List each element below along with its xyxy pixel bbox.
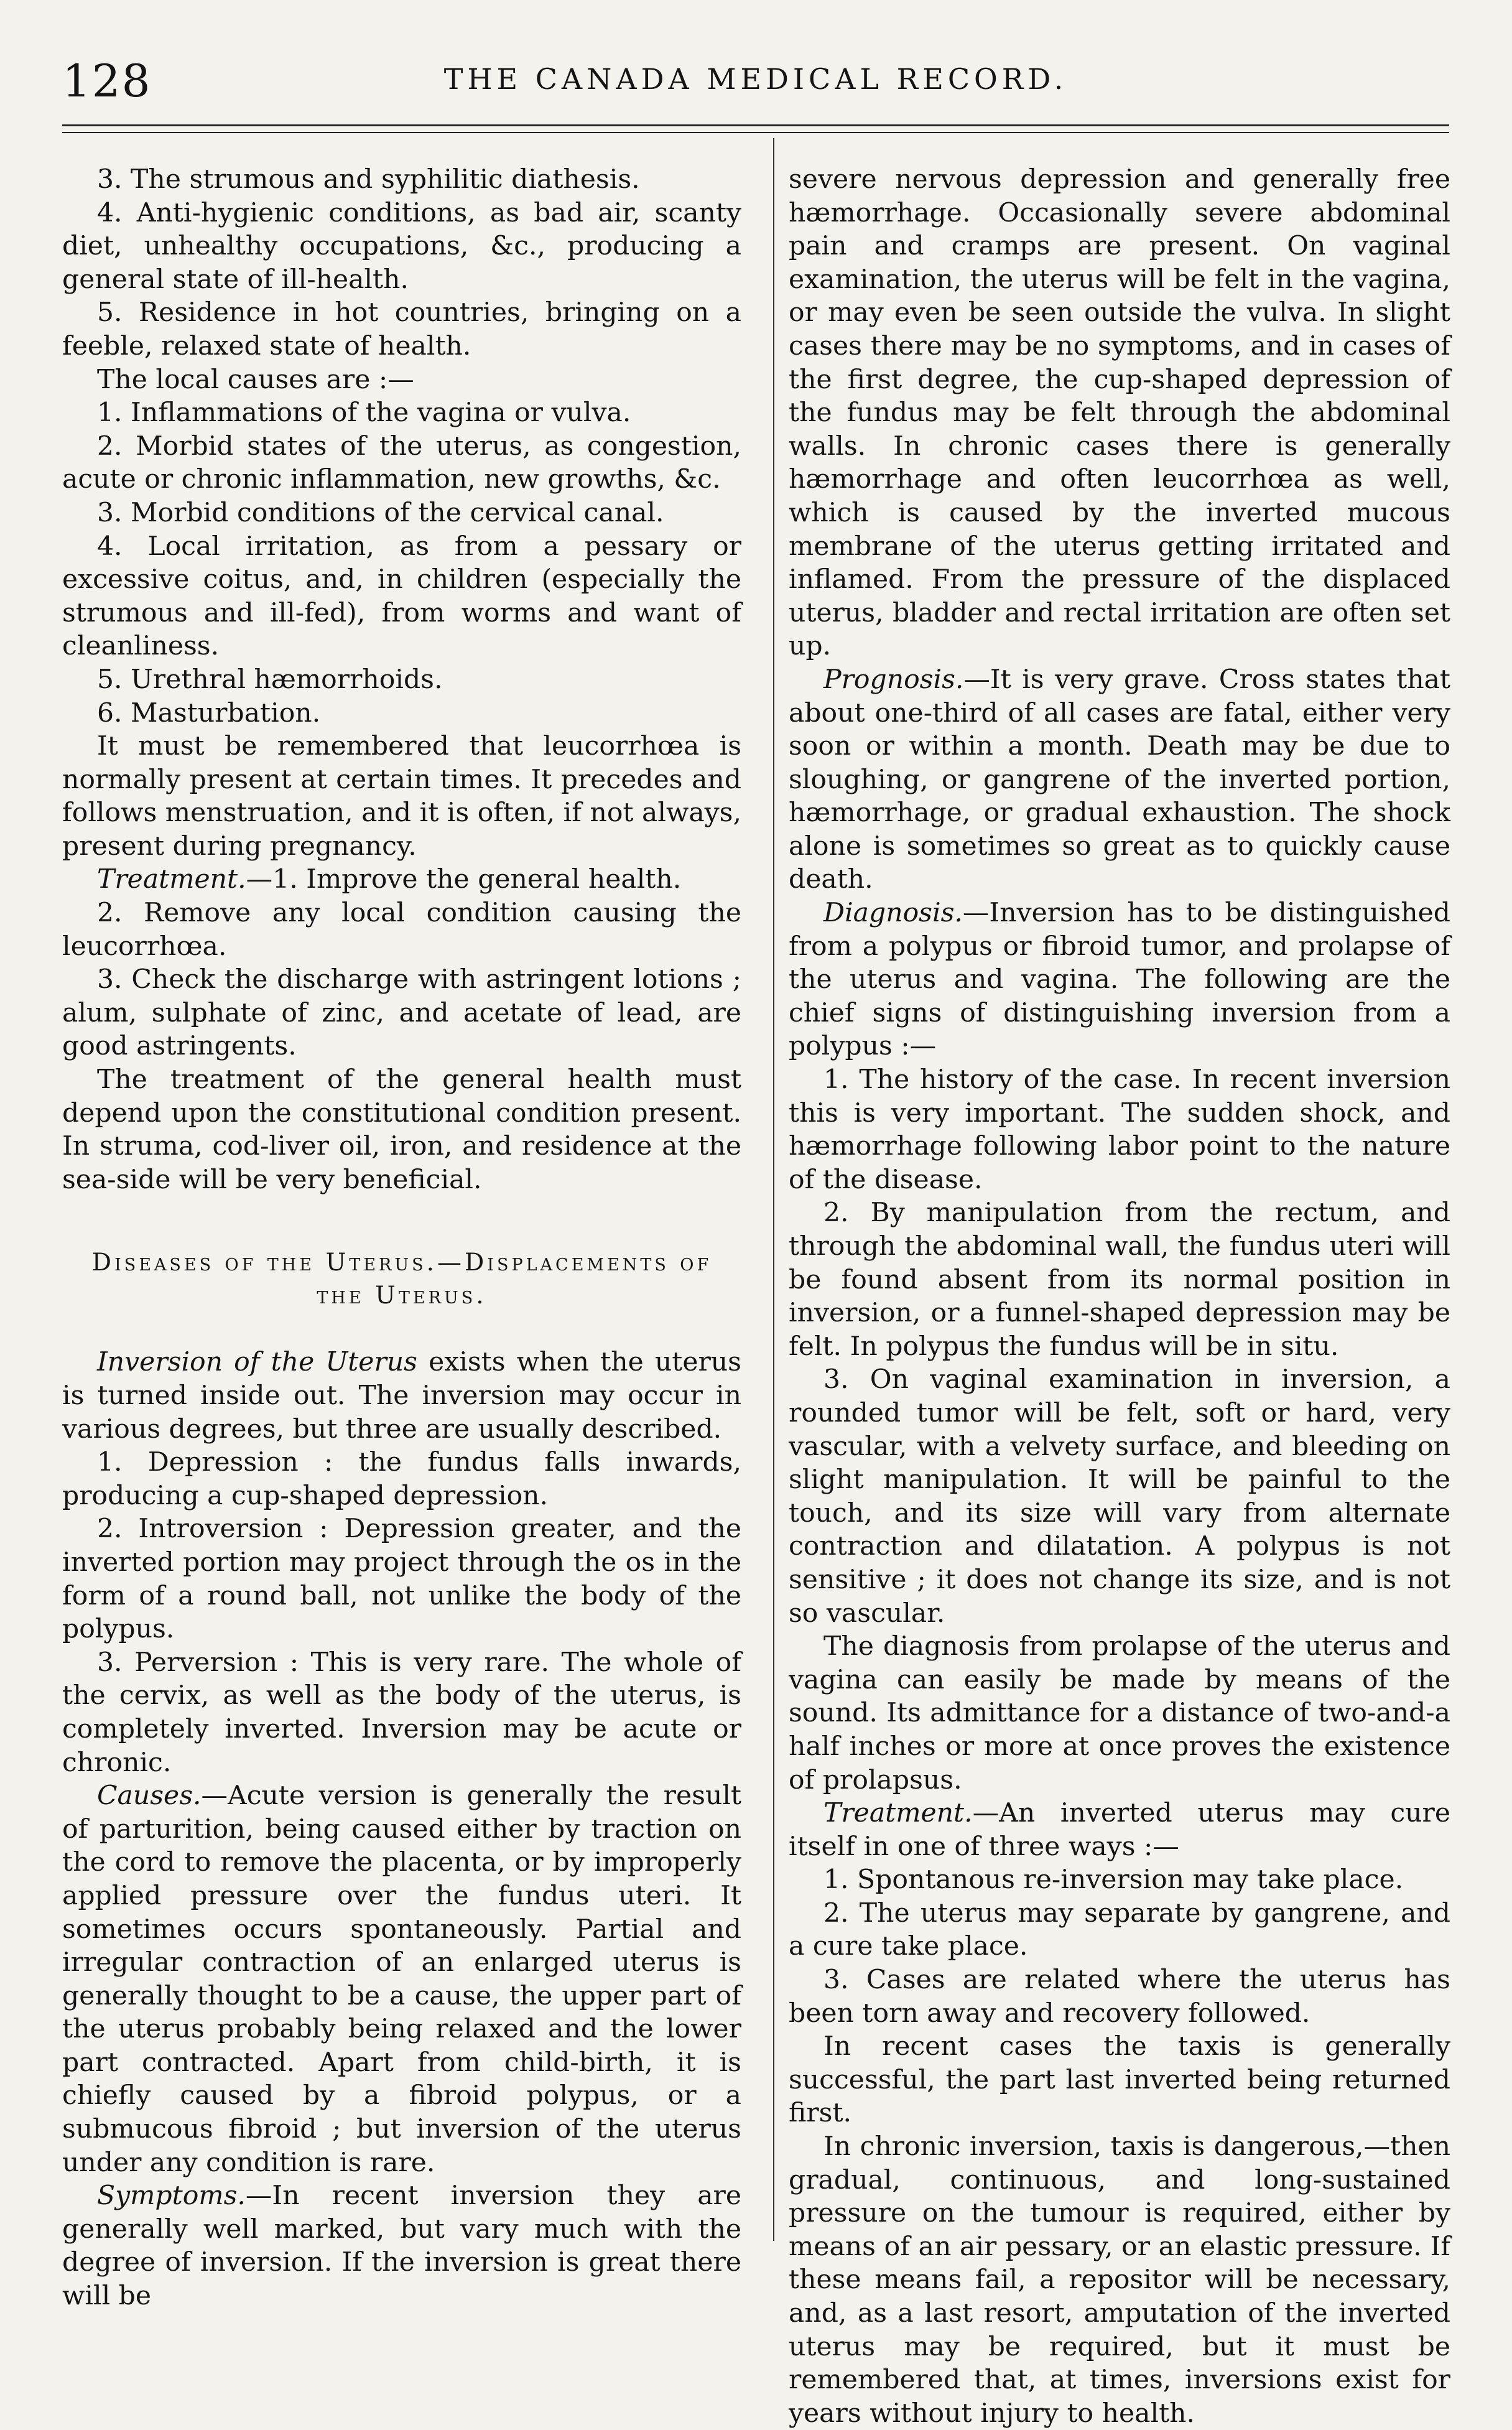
paragraph-text: —In recent inversion they are generally well marked, but vary much with the degree of inversion. If the inversion is great there will be [62, 2181, 741, 2312]
paragraph: 2. By manipulation from the rectum, and through the abdominal wall, the fundus uteri will be found absent from its normal position in inversion, or a funnel-shaped depression may be felt. In polypus the fundus will be in situ. [789, 1198, 1450, 1362]
paragraph [62, 2179, 741, 2312]
paragraph: 4. Anti-hygienic conditions, as bad air, scanty diet, unhealthy occupations, &c., producing a general state of ill-health. [62, 197, 741, 295]
run-in-heading: Diagnosis. [823, 898, 963, 929]
run-in-heading: Inversion of the Uterus [97, 1347, 417, 1378]
run-in-heading: Causes. [97, 1781, 202, 1812]
paragraph-text: —1. Improve the general health. [246, 864, 682, 895]
paragraph: In chronic inversion, taxis is dangerous,—then gradual, continuous, and long-sustained pressure on the tumour is required, either by means of an air pessary, or an elastic pressure. If these means fail, a repositor will be necessary, and, as a last resort, amputation of the inverted uterus may be required, but it must be remembered that, at times, inversions exist for years without injury to health. [789, 2131, 1450, 2429]
paragraph-text: —Acute version is generally the result of parturition, being caused either by traction on the cord to remove the placenta, or by improperly applied pressure over the fundus uteri. It sometimes occurs spontaneously. Partial and irregular contraction of an enlarged uterus is generally thought to be a cause, the upper part of the uterus probably being relaxed and the lower part contracted. Apart from child-birth, it is chiefly caused by a fibroid polypus, or a submucous fibroid ; but inversion of the uterus under any condition is rare. [62, 1781, 741, 2178]
paragraph: It must be remembered that leucorrhœa is normally present at certain times. It precedes and follows menstruation, and it is often, if not always, present during pregnancy. [62, 731, 741, 862]
paragraph: 3. Morbid conditions of the cervical canal. [97, 497, 664, 528]
paragraph: The diagnosis from prolapse of the uterus and vagina can easily be made by means of the sound. Its admittance for a distance of two-and-a half inches or more at once proves the existence of prolapsus. [789, 1631, 1450, 1795]
paragraph [789, 1797, 1450, 1863]
paragraph: 2. Remove any local condition causing the leucorrhœa. [62, 898, 741, 962]
run-in-heading: Prognosis. [823, 664, 964, 695]
paragraph-text: —Inversion has to be distinguished from a polypus or fibroid tumor, and prolapse of the uterus and vagina. The following are the chief signs of distinguishing inversion from a polypus :— [789, 898, 1450, 1062]
header-rule-thick [62, 124, 1449, 126]
paragraph [62, 1779, 741, 2179]
paragraph-text: exists when the uterus is turned inside out. The inversion may occur in various degrees, but three are usually described. [62, 1347, 741, 1445]
paragraph [62, 863, 741, 896]
header-rule-thin [62, 132, 1449, 133]
right-column [789, 163, 1450, 2430]
paragraph: 2. Introversion : Depression greater, and the inverted portion may project through the os in the form of a round ball, not unlike the body of the polypus. [62, 1514, 741, 1645]
paragraph: 2. The uterus may separate by gangrene, and a cure take place. [789, 1897, 1450, 1962]
paragraph: 3. Cases are related where the uterus has been torn away and recovery followed. [789, 1965, 1450, 2029]
running-title: THE CANADA MEDICAL RECORD. [443, 62, 1068, 96]
paragraph [789, 663, 1450, 896]
paragraph: The treatment of the general health must depend upon the constitutional condition present. In struma, cod-liver oil, iron, and residence at the sea-side will be very beneficial. [62, 1064, 741, 1195]
paragraph: 3. Perversion : This is very rare. The whole of the cervix, as well as the body of the uterus, is completely inverted. Inversion may be acute or chronic. [62, 1647, 741, 1778]
paragraph-text: —It is very grave. Cross states that about one-third of all cases are fatal, either very soon or within a month. Death may be due to sloughing, or gangrene of the inverted portion, hæmorrhage, or gradual exhaustion. The shock alone is sometimes so great as to quickly cause death. [789, 664, 1450, 895]
paragraph: 3. Check the discharge with astringent lotions ; alum, sulphate of zinc, and acetate of lead, are good astringents. [62, 964, 741, 1062]
paragraph: 1. Spontanous re-inversion may take place. [823, 1864, 1404, 1896]
page-number: 128 [62, 55, 152, 107]
paragraph: 5. Residence in hot countries, bringing on a feeble, relaxed state of health. [62, 297, 741, 361]
paragraph: 2. Morbid states of the uterus, as congestion, acute or chronic inflammation, new growths, &c. [62, 431, 741, 495]
paragraph [789, 896, 1450, 1063]
paragraph: In recent cases the taxis is generally successful, the part last inverted being returned first. [789, 2031, 1450, 2129]
paragraph: 1. Inflammations of the vagina or vulva. [97, 398, 631, 429]
section-heading [62, 1246, 741, 1312]
paragraph [62, 1346, 741, 1446]
paragraph: 4. Local irritation, as from a pessary or excessive coitus, and, in children (especially the strumous and ill-fed), from worms and want of cleanliness. [62, 531, 741, 662]
page-header [44, 37, 1468, 112]
paragraph: 6. Masturbation. [97, 697, 321, 729]
paragraph: 5. Urethral hæmorrhoids. [97, 664, 443, 695]
paragraph-text: —An inverted uterus may cure itself in one of three ways :— [789, 1798, 1450, 1862]
column-divider [773, 138, 774, 2241]
run-in-heading: Symptoms. [97, 2181, 246, 2212]
paragraph: 3. The strumous and syphilitic diathesis. [97, 164, 640, 195]
left-column [62, 163, 741, 2313]
paragraph: 1. Depression : the fundus falls inwards, producing a cup-shaped depression. [62, 1447, 741, 1511]
paragraph: severe nervous depression and generally free hæmorrhage. Occasionally severe abdominal pain and cramps are present. On vaginal examination, the uterus will be felt in the vagina, or may even be seen outside the vulva. In slight cases there may be no symptoms, and in cases of the first degree, the cup-shaped depression of the fundus may be felt through the abdominal walls. In chronic cases there is generally hæmorrhage and often leucorrhœa as well, which is caused by the inverted mucous membrane of the uterus getting irritated and inflamed. From the pressure of the displaced uterus, bladder and rectal irritation are often set up. [789, 164, 1450, 662]
section-heading-line: Diseases of the Uterus.—Displacements of [91, 1249, 712, 1277]
run-in-heading: Treatment. [823, 1798, 973, 1829]
paragraph: 3. On vaginal examination in inversion, a rounded tumor will be felt, soft or hard, very vascular, with a velvety surface, and bleeding on slight manipulation. It will be painful to the touch, and its size will vary from alternate contraction and dilatation. A polypus is not sensitive ; it does not change its size, and is not so vascular. [789, 1364, 1450, 1629]
paragraph: 1. The history of the case. In recent inversion this is very important. The sudden shock, and hæmorrhage following labor point to the nature of the disease. [789, 1064, 1450, 1195]
paragraph: The local causes are :— [97, 364, 414, 395]
section-heading-line: the Uterus. [317, 1282, 487, 1310]
run-in-heading: Treatment. [97, 864, 246, 895]
